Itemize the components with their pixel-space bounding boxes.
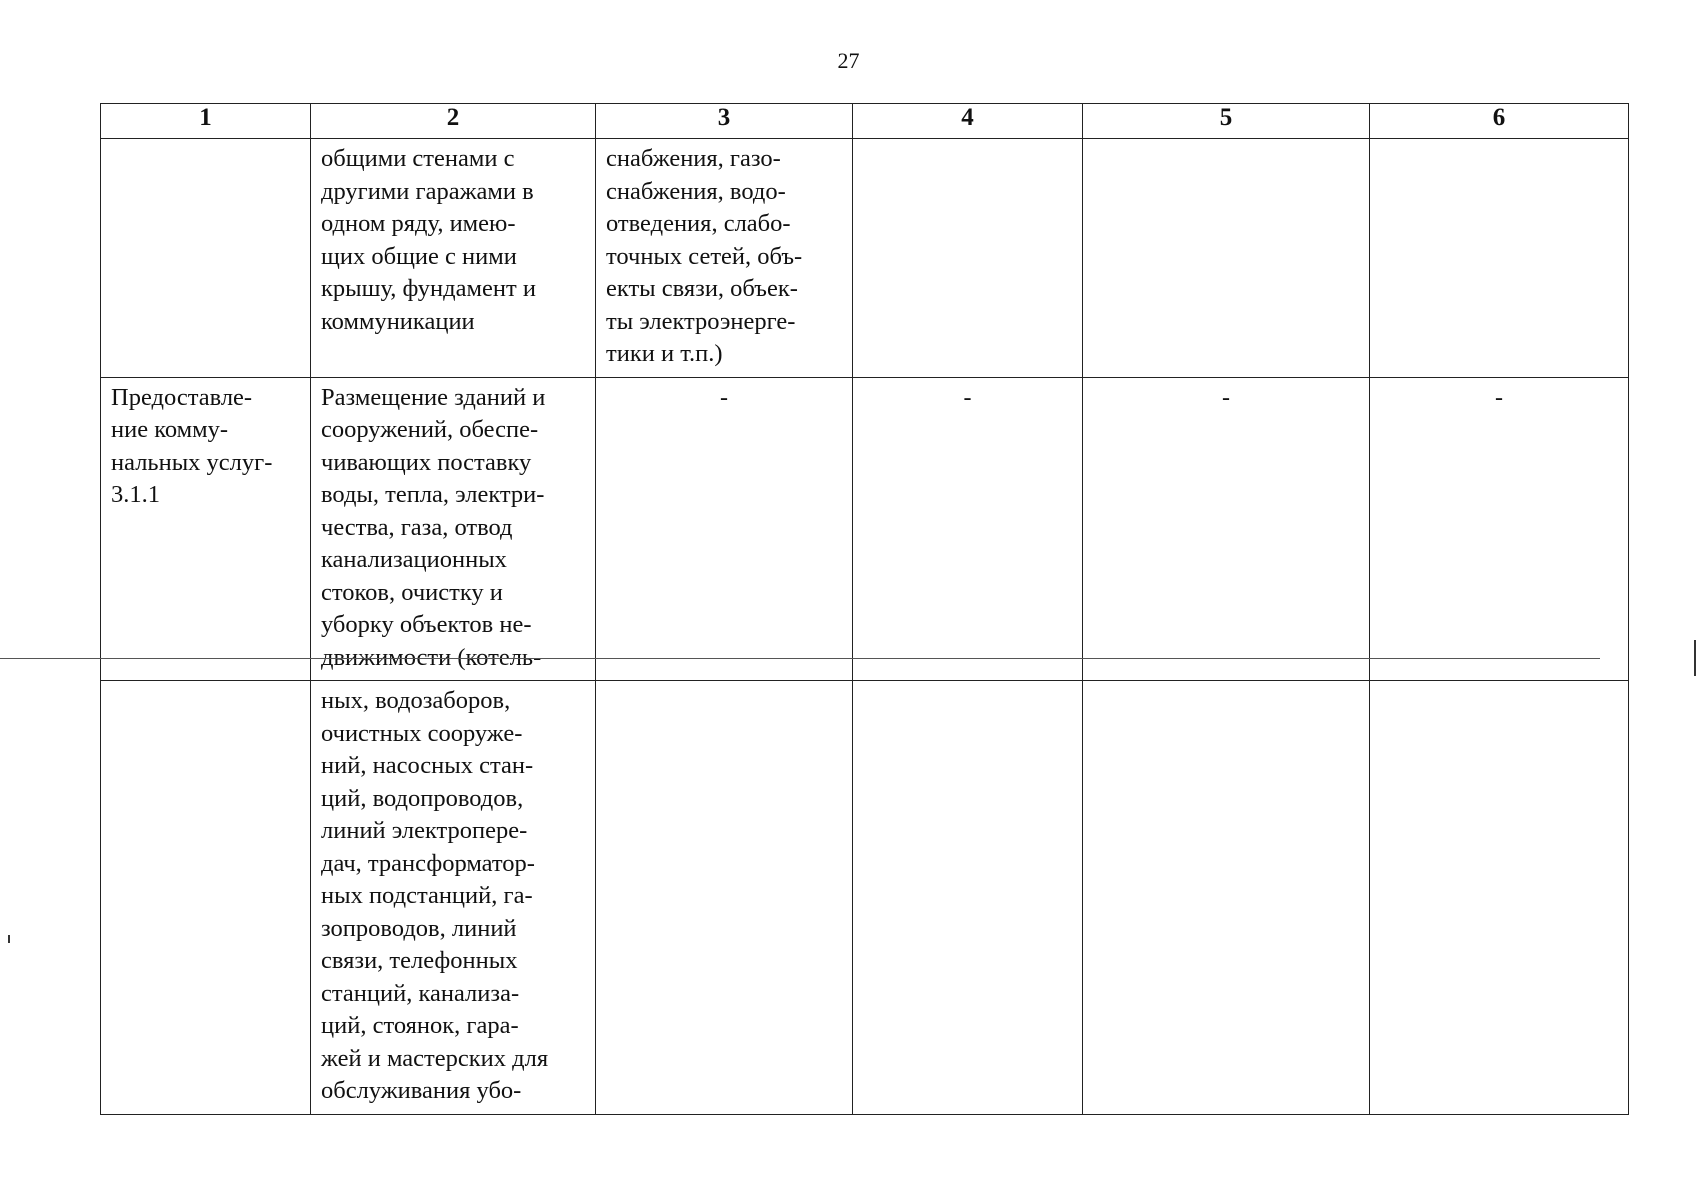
page-number: 27 (837, 48, 860, 73)
table-cell-col1 (101, 681, 311, 1115)
table-cell-col4 (853, 681, 1083, 1115)
table-cell-col5 (1083, 681, 1370, 1115)
table-cell-col6: - (1370, 377, 1629, 681)
table-cell-col3: - (596, 377, 853, 681)
table-row (101, 681, 1629, 1115)
scan-mark-right (1694, 640, 1696, 676)
table-cell-col5 (1083, 139, 1370, 378)
table-row (101, 377, 1629, 681)
column-header-2: 2 (311, 104, 596, 139)
table-cell-col2: ных, водозаборов, очистных сооруже- ний, насосных стан- ций, водопроводов, линий электропере- дач, трансформатор- ных подстанций, га- зопроводов, линий связи, телефонных станций, канализа- ций, стоянок, гара- жей и мастерских для обслуживания убо- (311, 681, 596, 1115)
table-cell-col6 (1370, 139, 1629, 378)
column-header-6: 6 (1370, 104, 1629, 139)
table-row (101, 139, 1629, 378)
table-cell-col3: снабжения, газо- снабжения, водо- отведения, слабо- точных сетей, объ- екты связи, объек- ты электроэнерге- тики и т.п.) (596, 139, 853, 378)
scan-mark-left (8, 935, 10, 943)
scan-fold-line (0, 658, 1600, 659)
land-use-table (100, 103, 1629, 1115)
table-cell-col1: Предоставле- ние комму- нальных услуг- 3.1.1 (101, 377, 311, 681)
table-cell-col4 (853, 139, 1083, 378)
column-header-1: 1 (101, 104, 311, 139)
column-header-3: 3 (596, 104, 853, 139)
table-header-row (101, 104, 1629, 139)
table-cell-col6 (1370, 681, 1629, 1115)
column-header-5: 5 (1083, 104, 1370, 139)
table-cell-col2: Размещение зданий и сооружений, обеспе- чивающих поставку воды, тепла, электри- чества, газа, отвод канализационных стоков, очистку и уборку объектов не- движимости (котель- (311, 377, 596, 681)
table-cell-col1 (101, 139, 311, 378)
table-cell-col3 (596, 681, 853, 1115)
table-cell-col4: - (853, 377, 1083, 681)
table-cell-col2: общими стенами с другими гаражами в одном ряду, имею- щих общие с ними крышу, фундамент и коммуникации (311, 139, 596, 378)
column-header-4: 4 (853, 104, 1083, 139)
table-cell-col5: - (1083, 377, 1370, 681)
